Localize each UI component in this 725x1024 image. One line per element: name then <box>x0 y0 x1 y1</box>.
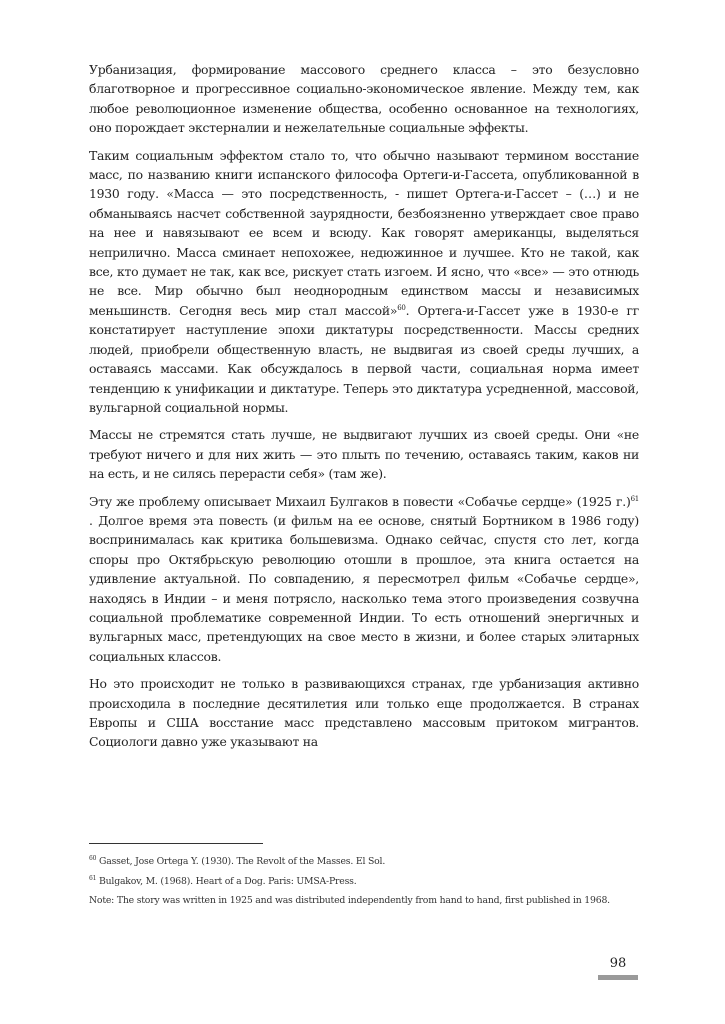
paragraph-3: Массы не стремятся стать лучше, не выдвигают лучших из своей среды. Они «не требуют ничего и для них жить — это плыть по течению, оставаясь таким, каков ни на есть, и не силясь перерасти себя» (там же). <box>89 427 639 482</box>
footnote-divider <box>89 843 263 844</box>
page-number: 98 <box>609 956 627 971</box>
page-number-bar <box>598 975 638 980</box>
footnote-ref-60[interactable]: 60 <box>397 303 406 312</box>
footnote-61: $^{61}$ Bulgakov, M. (1968). Heart of a Dog. Paris: UMSA-Press. <box>89 874 357 887</box>
paragraph-1: Урбанизация, формирование массового среднего класса – это безусловно благотворное и прогрессивное социально-экономическое явление. Между тем, как любое революционное изменение общества, особенно основанное на технологиях, оно порождает экстерналии и нежелательные социальные эффекты. <box>89 62 639 136</box>
footnote-note: Note: The story was written in 1925 and was distributed independently from hand to hand, first published in 1968. <box>89 895 610 906</box>
footnote-60: $^{60}$ Gasset, Jose Ortega Y. (1930). The Revolt of the Masses. El Sol. <box>89 854 386 867</box>
paragraph-4: Эту же проблему описывает Михаил Булгаков в повести «Собачье сердце» (1925 г.)$^{61}$ . Долгое время эта повесть (и фильм на ее основе, снятый Бортником в 1986 году) воспринималась как критика большевизма. Однако сейчас, спустя сто лет, когда споры про Октябрьскую революцию отошли в прошлое, эта книга остается на удивление актуальной. По совпадению, я пересмотрел фильм «Собачье сердце», находясь в Индии – и меня потрясло, насколько тема этого произведения созвучна социальной проблематике современной Индии. То есть отношений энергичных и вульгарных масс, претендующих на свое место в жизни, и более старых элитарных социальных классов. <box>89 493 639 664</box>
footnote-ref-61[interactable]: 61 <box>630 494 639 503</box>
body-text <box>89 60 639 760</box>
footnotes <box>89 855 639 914</box>
paragraph-2: Таким социальным эффектом стало то, что обычно называют термином восстание масс, по названию книги испанского философа Ортеги-и-Гассета, опубликованной в 1930 году. «Масса — это посредственность, - пишет Ортега-и-Гассет – (…) и не обманываясь насчет собственной заурядности, безбоязненно утверждает свое право на нее и навязывают ее всем и всюду. Как говорят американцы, выделяться неприлично. Масса сминает непохожее, недюжинное и лучшее. Кто не такой, как все, кто думает не так, как все, рискует стать изгоем. И ясно, что «все» — это отнюдь не все. Мир обычно был неоднородным единством массы и независимых меньшинств. Сегодня весь мир стал массой»$^{60}$. Ортега-и-Гассет уже в 1930-е гг констатирует наступление эпохи диктатуры посредственности. Массы средних людей, приобрели общественную власть, не выдвигая из своей среды лучших, а оставаясь массами. Как обсуждалось в первой части, социальная норма имеет тенденцию к унификации и диктатуре. Теперь это диктатура усредненной, массовой, вульгарной социальной нормы. <box>89 147 639 415</box>
paragraph-5: Но это происходит не только в развивающихся странах, где урбанизация активно происходила в последние десятилетия или только еще продолжается. В странах Европы и США восстание масс представлено массовым притоком мигрантов. Социологи давно уже указывают на <box>89 676 639 750</box>
